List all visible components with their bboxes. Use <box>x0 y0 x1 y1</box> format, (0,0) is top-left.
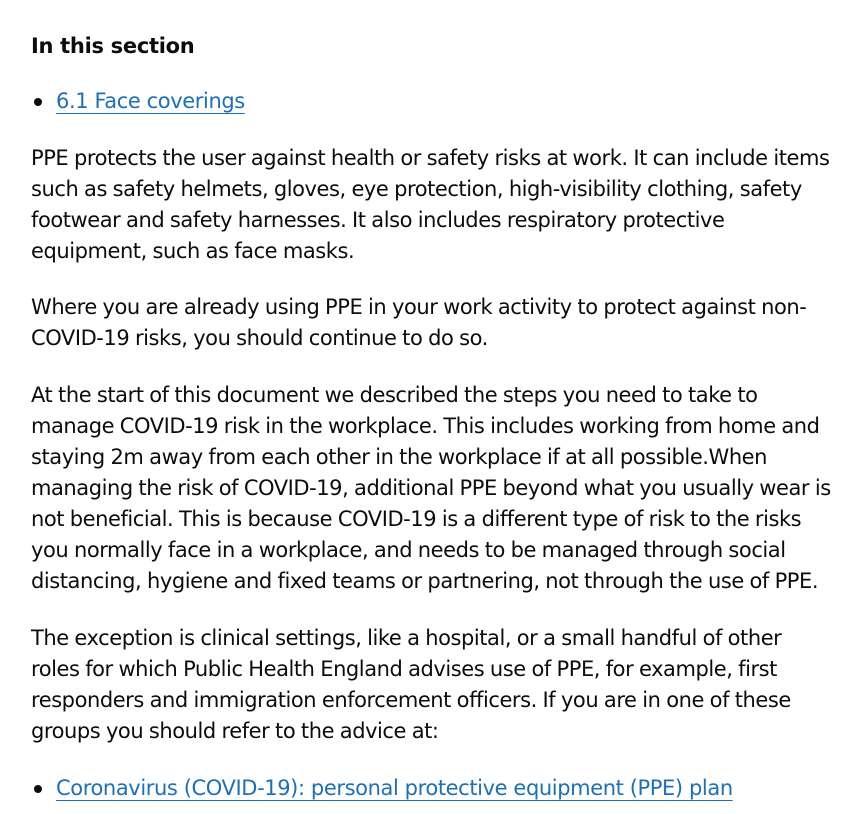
paragraph-existing-ppe: Where you are already using PPE in your work activity to protect against non-COVID-19 risks, you should continue to do so. <box>31 295 807 350</box>
section-heading: In this section <box>31 34 195 58</box>
list-item <box>31 773 733 803</box>
paragraph-exception: The exception is clinical settings, like a hospital, or a small handful of other roles for which Public Health England advises use of PPE, for example, first responders and immigration enforcement officers. If you are in one of these groups you should refer to the advice at: <box>31 626 791 743</box>
paragraph-managing-risk: At the start of this document we described the steps you need to take to manage COVID-19 risk in the workplace. This includes working from home and staying 2m away from each other in the workplace if at all possible.When managing the risk of COVID-19, additional PPE beyond what you usually wear is not beneficial. This is because COVID-19 is a different type of risk to the risks you normally face in a workplace, and needs to be managed through social distancing, hygiene and fixed teams or partnering, not through the use of PPE. <box>31 383 831 593</box>
ppe-plan-link[interactable]: Coronavirus (COVID-19): personal protective equipment (PPE) plan <box>56 776 733 800</box>
list-item <box>31 86 245 116</box>
section-links-list <box>31 86 245 116</box>
paragraph-ppe-definition: PPE protects the user against health or safety risks at work. It can include items such as safety helmets, gloves, eye protection, high-visibility clothing, safety footwear and safety harnesses. It also includes respiratory protective equipment, such as face masks. <box>31 146 830 263</box>
advice-links-list <box>31 773 733 803</box>
face-coverings-link[interactable]: 6.1 Face coverings <box>56 89 245 113</box>
